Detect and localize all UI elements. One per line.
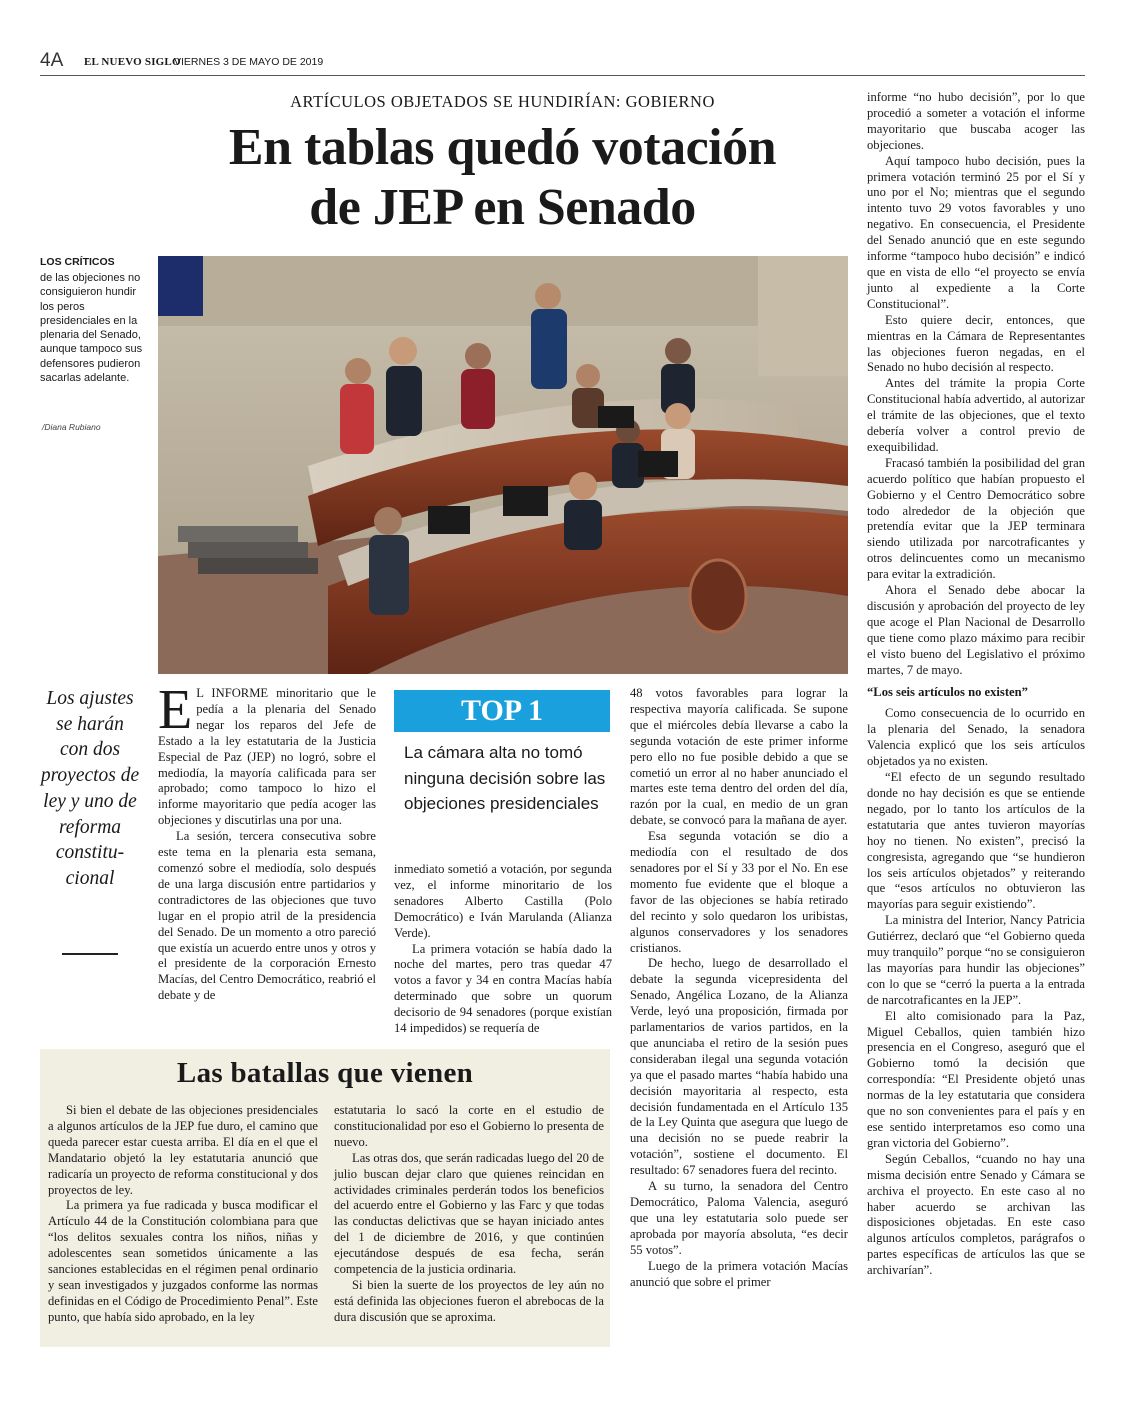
article-paragraph bbox=[158, 679, 376, 829]
drop-cap: E bbox=[158, 679, 193, 741]
photo-credit: /Diana Rubiano bbox=[42, 422, 101, 432]
senate-photo bbox=[158, 256, 848, 674]
article-kicker: ARTÍCULOS OBJETADOS SE HUNDIRÍAN: GOBIERNO bbox=[290, 92, 715, 111]
article-column-3 bbox=[630, 686, 848, 1290]
article-subhead: “Los seis artículos no existen” bbox=[867, 684, 1028, 699]
article-paragraph: Antes del trámite la propia Corte Constitucional había advertido, al autorizar el trámite de las objeciones, que el texto debería volver a control previo de exequibilidad. bbox=[867, 376, 1085, 454]
sidebar-paragraph: La primera ya fue radicada y busca modificar el Artículo 44 de la Constitución colombiana para que “los delitos sexuales contra los niños, niñas y adolescentes sean sometidos únicamente a las sanciones establecidas en el régimen penal ordinario y sean investigados y juzgados conforme las normas definidas en el Código de Procedimiento Penal”. Este punto, que había sido aprobado, en la ley bbox=[48, 1198, 318, 1324]
newspaper-name: EL NUEVO SIGLO bbox=[84, 56, 181, 68]
article-paragraph: Como consecuencia de lo ocurrido en la plenaria del Senado, la senadora Valencia explicó que los seis artículos objetados ya no existen. bbox=[867, 706, 1085, 769]
pull-quote: Los ajustes se harán con dos proyectos de ley y uno de reforma constitu-cional bbox=[40, 688, 140, 889]
article-column-1 bbox=[158, 679, 376, 1004]
sidebar-title: Las batallas que vienen bbox=[176, 1057, 474, 1089]
sidebar-paragraph: Las otras dos, que serán radicadas luego del 20 de julio buscan dejar claro que quienes reincidan en actividades criminales perderán todos los beneficios del acuerdo entre el Gobierno y las Farc y que todas las conductas delictivas que se hayan iniciado antes del 1 de diciembre de 2016, y que continúen ejecutándose después de esa fecha, serán competencia de la justicia ordinaria. bbox=[334, 1150, 604, 1277]
article-paragraph: La primera votación se había dado la noche del martes, pero tras quedar 47 votos a favor y 34 en contra Macías había determinado que sobre un quorum decisorio de 94 senadores (porque existían 14 impedidos) se requería de bbox=[394, 941, 612, 1036]
sidebar-paragraph: Si bien la suerte de los proyectos de ley aún no está definida las objeciones fueron el abrebocas de la dura discusión que se aproxima. bbox=[334, 1277, 604, 1324]
article-column-2 bbox=[394, 862, 612, 1037]
senate-chamber-illustration bbox=[158, 256, 848, 674]
article-paragraph: A su turno, la senadora del Centro Democrático, Paloma Valencia, aseguró que una ley estatutaria solo puede ser aprobada por mayoría absoluta, “es decir 55 votos”. bbox=[630, 1179, 848, 1257]
article-paragraph: Según Ceballos, “cuando no hay una misma decisión entre Senado y Cámara se archiva el proyecto. En este caso al no haber acuerdo se archivan las disposiciones objetadas. En este caso algunos artículos completos, parágrafos o partes específicas de artículos las que se archivarían”. bbox=[867, 1151, 1085, 1278]
article-column-4 bbox=[867, 90, 1085, 1279]
headline-line-2: de JEP en Senado bbox=[309, 179, 696, 236]
article-paragraph: inmediato sometió a votación, por segunda vez, el informe minoritario de los senadores Alberto Castilla (Polo Democrático) e Iván Marulanda (Alianza Verde). bbox=[394, 862, 612, 940]
lead-text: minoritario que le pedía a la plenaria del Senado negar los reparos del Jefe de Estado a la ley estatutaria de la Justicia Especial de Paz (JEP) no logró, sobre el mediodía, la mayoría calificada para ser aprobado; como tampoco lo hizo el informe mayoritario que pedía acoger las objeciones y discutirlas una por una. bbox=[158, 686, 376, 828]
top1-summary: La cámara alta no tomó ninguna decisión sobre las objeciones presidenciales bbox=[404, 743, 606, 813]
article-paragraph: De hecho, luego de desarrollado el debate la segunda vicepresidenta del Senado, Angélica Lozano, de la Alianza Verde, leyó una proposición, firmada por parlamentarios de varios partidos, en la que anunciaba el retiro de la sesión pues consideraban ilegal una segunda votación ya que el pasado martes “había habido una decisión mayoritaria al respecto, esta decisión fundamentada en el Artículo 135 de la Ley Quinta que asegura que luego de una decisión no se puede reabrir la votación”, sostiene el documento. El resultado: 67 senadores fuera del recinto. bbox=[630, 956, 848, 1178]
photo-caption-heading: LOS CRÍTICOS bbox=[40, 256, 115, 268]
photo-caption-body: de las objeciones no consiguieron hundir los peros presidenciales en la plenaria del Senado, aunque tampoco sus defensores pudieron sacarlas adelante. bbox=[40, 272, 143, 385]
article-paragraph: informe “no hubo decisión”, por lo que procedió a someter a votación el informe mayoritario que buscaba acoger las objeciones. bbox=[867, 90, 1085, 152]
headline-line-1: En tablas quedó votación bbox=[228, 119, 777, 176]
article-paragraph: 48 votos favorables para lograr la respectiva mayoría calificada. Se supone que el miércoles debía llevarse a cabo la segunda votación de este primer informe pero ello no fue posible debido a que se cometió un error al no haber anunciado el martes este tema dentro del orden del día, razón por la cual, en medio de un gran debate, se convocó para la mañana de ayer. bbox=[630, 686, 848, 828]
sidebar-paragraph: estatutaria lo sacó la corte en el estudio de constitucionalidad por eso el Gobierno lo presenta de nuevo. bbox=[334, 1103, 604, 1149]
article-paragraph: El alto comisionado para la Paz, Miguel Ceballos, quien también hizo presencia en el Congreso, aseguró que el Gobierno tomó la decisión que correspondía: “El Presidente objetó unas normas de la ley estatutaria que considera que no son convenientes para el país y en ese sentido interpretamos eso como una gran victoria del Gobierno”. bbox=[867, 1008, 1085, 1150]
pull-quote-rule bbox=[62, 953, 118, 955]
article-paragraph: Esto quiere decir, entonces, que mientras en la Cámara de Representantes las objeciones fueron negadas, en el Senado no hubo decisión al respecto. bbox=[867, 312, 1085, 375]
article-paragraph: Esa segunda votación se dio a mediodía con el resultado de dos senadores por el Sí y 33 por el No. En ese momento fue evidente que el bloque a favor de las objeciones se había retirado del recinto y solo quedaron los uribistas, algunos conservadores y los senadores cristianos. bbox=[630, 829, 848, 955]
page-number: 4A bbox=[40, 50, 64, 71]
article-paragraph: Aquí tampoco hubo decisión, pues la primera votación terminó 25 por el Sí y uno por el No; mientras que el segundo intento tuvo 29 votos favorables y uno negativo. En consecuencia, el Presidente del Senado anunció que en este segundo informe “tampoco hubo decisión” e indicó que en vista de ello “el proyecto se envía junto al expediente a la Corte Constitucional”. bbox=[867, 153, 1085, 311]
sidebar-column-right bbox=[334, 1103, 604, 1326]
article-paragraph: Luego de la primera votación Macías anunció que sobre el primer bbox=[630, 1258, 848, 1289]
header-rule bbox=[40, 75, 1085, 76]
sidebar-paragraph: Si bien el debate de las objeciones presidenciales a algunos artículos de la JEP fue duro, el camino que queda parecer estar cuesta arriba. El día en el que el Mandatario objetó la ley estatutaria anunció que radicaría un proyecto de reforma constitucional y dos proyectos de ley. bbox=[48, 1103, 318, 1197]
article-paragraph: La ministra del Interior, Nancy Patricia Gutiérrez, declaró que “el Gobierno queda muy tranquilo” porque “no se consiguieron las mayorías para hundir las objeciones” con lo que se “cerró la puerta a la entrada de narcotraficantes en la JEP”. bbox=[867, 913, 1085, 1007]
sidebar-column-left bbox=[48, 1103, 318, 1326]
issue-date: VIERNES 3 DE MAYO DE 2019 bbox=[174, 56, 324, 68]
article-headline bbox=[160, 118, 845, 238]
top1-badge: TOP 1 bbox=[394, 690, 610, 732]
lead-in: L INFORME bbox=[196, 686, 269, 700]
article-paragraph: Fracasó también la posibilidad del gran acuerdo político que habían propuesto el Gobierno y el Centro Democrático sobre todo alrededor de la objeción que pretendía evitar que la JEP terminara siendo utilizada por narcotraficantes y otros delincuentes como un mecanismo para evitar la extradición. bbox=[867, 455, 1085, 582]
article-paragraph: “El efecto de un segundo resultado donde no hay decisión es que se entiende negado, por lo tanto los artículos de la estatutaria que antes tuvieron mayorías hoy no tienen. No existen”, precisó la congresista, agregando que “se hundieron los seis artículos objetados” y reiterando que “esos artículos no obtuvieron las mayorías para seguir existiendo”. bbox=[867, 770, 1085, 912]
article-paragraph: La sesión, tercera consecutiva sobre este tema en la plenaria esta semana, comenzó sobre el mediodía, solo después de una larga discusión entre partidarios y contradictores de las objeciones que tuvo lugar en el propio atril de la presidencia del Senado. De un momento a otro pareció que existía un acuerdo entre unos y otros y el presidente de la corporación Ernesto Macías, del Centro Democrático, reabrió el debate y de bbox=[158, 829, 376, 1003]
article-paragraph: Ahora el Senado debe abocar la discusión y aprobación del proyecto de ley que acoge el Plan Nacional de Desarrollo que tiene como plazo máximo para recibir el visto bueno del Legislativo el próximo martes, 7 de mayo. bbox=[867, 583, 1085, 677]
